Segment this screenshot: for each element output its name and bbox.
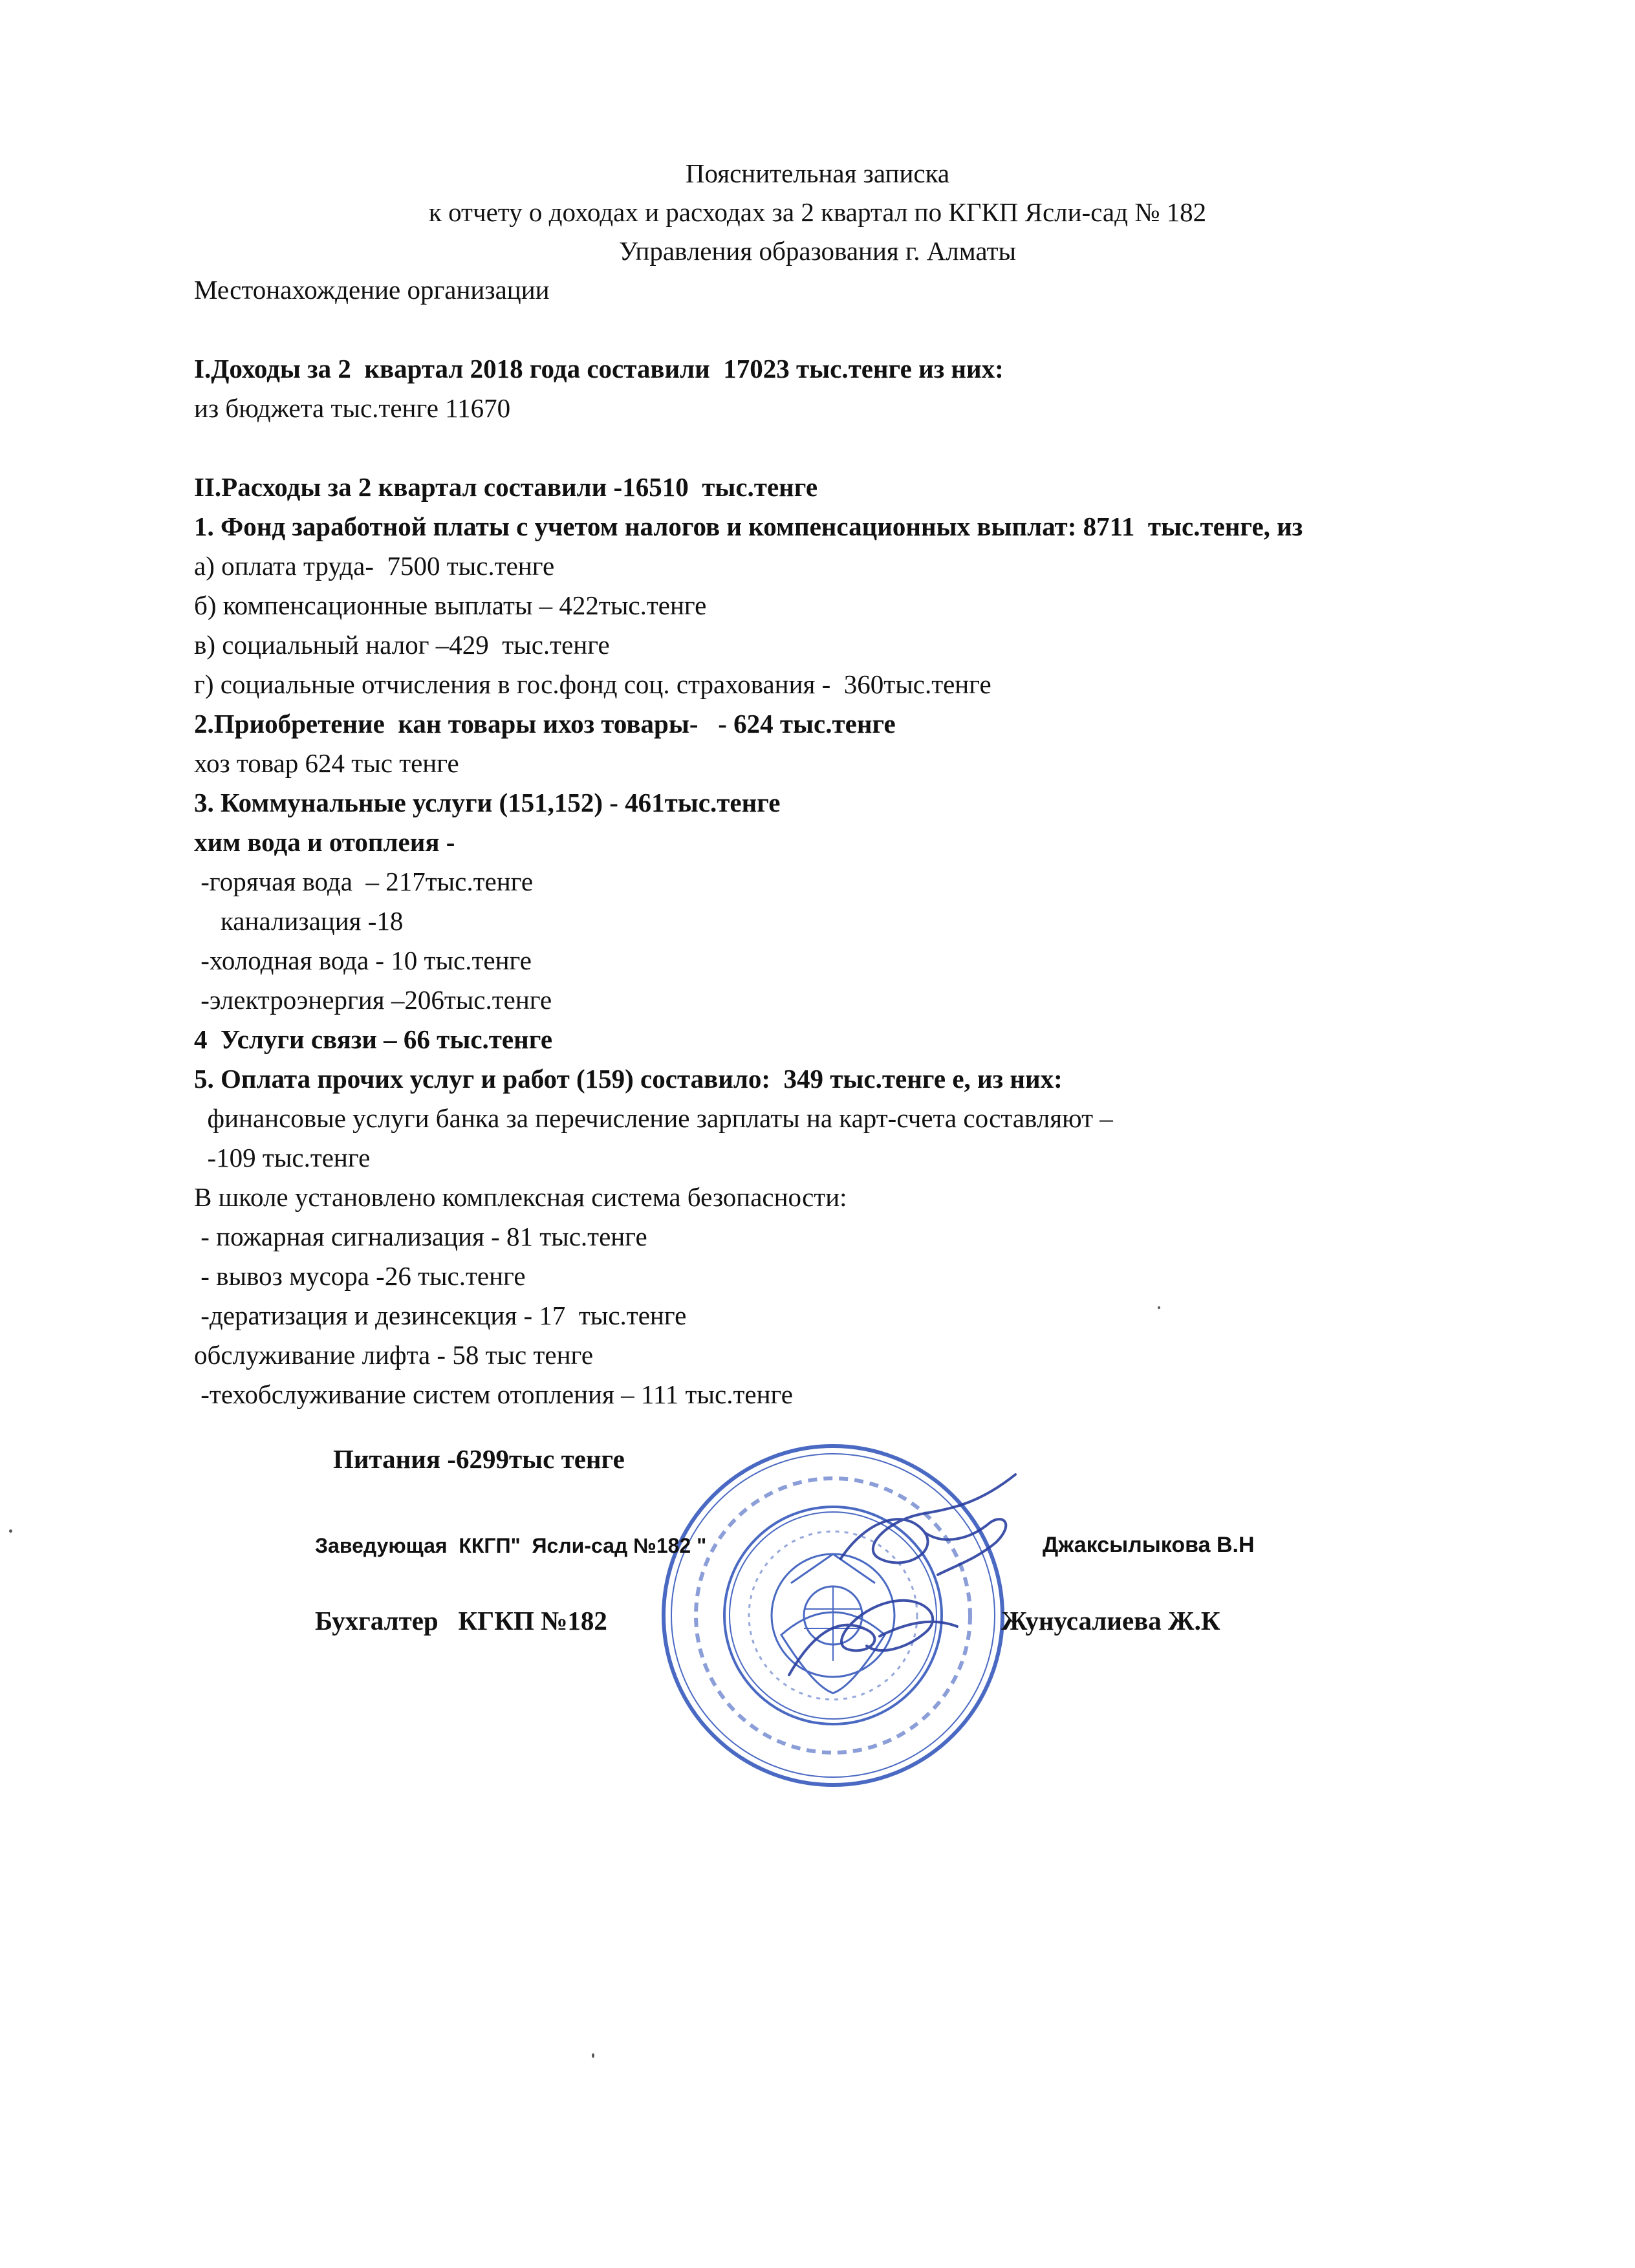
scan-speck: [9, 1529, 12, 1533]
report-line: -холодная вода - 10 тыс.тенге: [194, 945, 532, 975]
report-line: - пожарная сигнализация - 81 тыс.тенге: [194, 1222, 647, 1251]
head-role-label: Заведующая ККГП" Ясли-сад №182 ": [315, 1534, 707, 1557]
report-line: -техобслуживание систем отопления – 111 тыс.тенге: [194, 1379, 793, 1409]
document-title: Пояснительная записка: [685, 158, 950, 188]
report-line: обслуживание лифта - 58 тыс тенге: [194, 1340, 594, 1370]
accountant-role-label: Бухгалтер КГКП №182: [315, 1606, 607, 1636]
food-expense-line: Питания -6299тыс тенге: [333, 1444, 625, 1474]
report-line: - вывоз мусора -26 тыс.тенге: [194, 1261, 526, 1291]
report-line: а) оплата труда- 7500 тыс.тенге: [194, 551, 555, 581]
report-line: финансовые услуги банка за перечисление зарплаты на карт-счета составляют –: [194, 1103, 1113, 1133]
report-line: 5. Оплата прочих услуг и работ (159) составило: 349 тыс.тенге е, из них:: [194, 1064, 1063, 1094]
report-line: 1. Фонд заработной платы с учетом налогов и компенсационных выплат: 8711 тыс.тенге, из: [194, 512, 1303, 541]
scan-speck: [592, 2053, 594, 2058]
report-line: II.Расходы за 2 квартал составили -16510 тыс.тенге: [194, 472, 818, 502]
report-line: -дератизация и дезинсекция - 17 тыс.тенге: [194, 1301, 687, 1330]
report-line: канализация -18: [194, 906, 404, 936]
report-line: -109 тыс.тенге: [194, 1143, 371, 1172]
report-line: -горячая вода – 217тыс.тенге: [194, 867, 534, 896]
report-line: г) социальные отчисления в гос.фонд соц. страхования - 360тыс.тенге: [194, 669, 991, 699]
report-line: Местонахождение организации: [194, 275, 550, 305]
organization-line: Управления образования г. Алматы: [618, 236, 1017, 266]
head-name: Джаксылыкова В.Н: [1043, 1533, 1255, 1557]
report-line: 4 Услуги связи – 66 тыс.тенге: [194, 1024, 553, 1054]
report-line: В школе установлено комплексная система безопасности:: [194, 1182, 847, 1212]
report-line: I.Доходы за 2 квартал 2018 года составили 17023 тыс.тенге из них:: [194, 354, 1004, 383]
report-line: из бюджета тыс.тенге 11670: [194, 393, 511, 423]
report-line: хоз товар 624 тыс тенге: [194, 748, 459, 778]
accountant-name: Жунусалиева Ж.К: [1001, 1606, 1220, 1636]
report-line: 2.Приобретение кан товары ихоз товары- - 624 тыс.тенге: [194, 709, 896, 739]
document-subtitle: к отчету о доходах и расходах за 2 квартал по КГКП Ясли-сад № 182: [428, 197, 1207, 227]
document-header: [0, 154, 1635, 270]
report-line: -электроэнергия –206тыс.тенге: [194, 985, 552, 1015]
blank-line: [194, 428, 1617, 468]
report-line: 3. Коммунальные услуги (151,152) - 461тыс.тенге: [194, 788, 781, 817]
report-body: [194, 270, 1617, 1414]
handwritten-signatures: [711, 1462, 1074, 1681]
report-line: в) социальный налог –429 тыс.тенге: [194, 630, 610, 660]
blank-line: [194, 310, 1617, 349]
scan-speck: [1158, 1306, 1160, 1309]
report-line: б) компенсационные выплаты – 422тыс.тенге: [194, 590, 707, 620]
report-line: хим вода и отоплеия -: [194, 827, 455, 857]
